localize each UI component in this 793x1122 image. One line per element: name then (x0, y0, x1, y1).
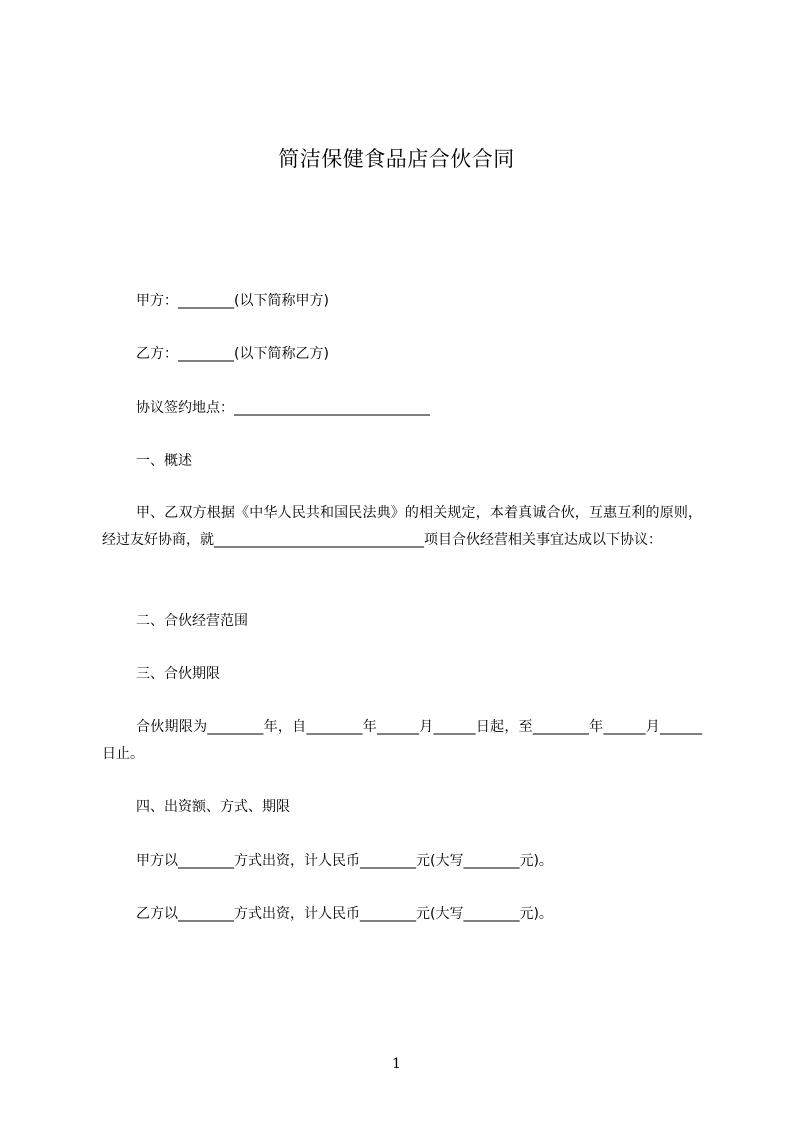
capital-party-b: 乙方以________方式出资，计人民币________元(大写________元)。 (136, 906, 553, 922)
overview-paragraph: 甲、乙双方根据《中华人民共和国民法典》的相关规定，本着真诚合伙，互惠互利的原则，经过友好协商，就______________________________项目合伙经营相关事宜达成以下协议： (102, 505, 702, 548)
signing-place-line: 协议签约地点：____________________________ (136, 400, 430, 416)
document-title: 简洁保健食品店合伙合同 (278, 147, 515, 171)
scope-heading: 二、合伙经营范围 (136, 613, 248, 629)
page-number: 1 (392, 1056, 401, 1072)
party-b-line: 乙方：________(以下简称乙方) (136, 346, 329, 362)
party-a-line: 甲方：________(以下简称甲方) (136, 293, 329, 309)
overview-heading: 一、概述 (136, 453, 192, 469)
term-heading: 三、合伙期限 (136, 666, 220, 682)
capital-heading: 四、出资额、方式、期限 (136, 799, 290, 815)
term-paragraph: 合伙期限为________年，自________年______月______日起，至________年______月______日止。 (102, 719, 702, 762)
capital-party-a: 甲方以________方式出资，计人民币________元(大写________元)。 (136, 853, 553, 869)
